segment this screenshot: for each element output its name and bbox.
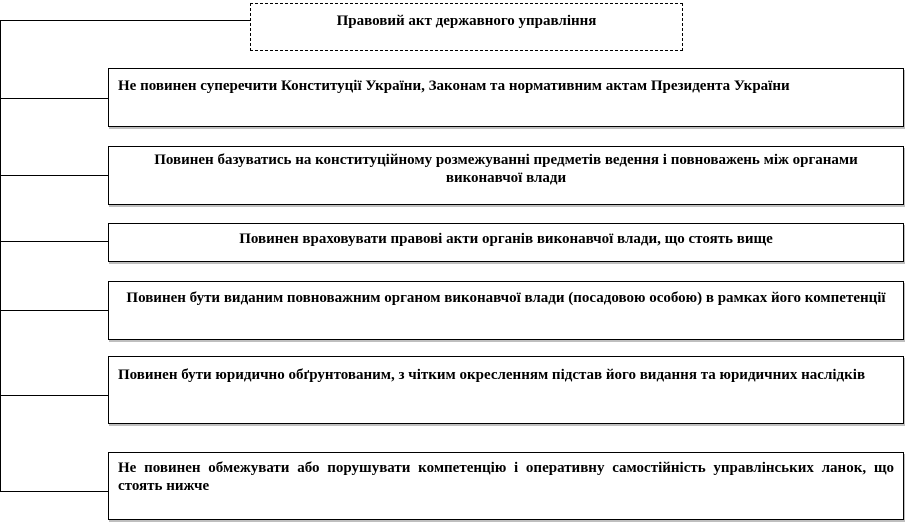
requirement-text-3: Повинен враховувати правові акти органів виконавчої влади, що стоять вище	[239, 231, 773, 247]
requirement-text-5: Повинен бути юридично обґрунтованим, з чітким окресленням підстав його видання та юридичних наслідків	[118, 367, 866, 383]
requirement-text-4: Повинен бути виданим повноважним органом виконавчої влади (посадовою особою) в рамках його компетенції	[126, 290, 886, 306]
requirement-box-2	[108, 146, 904, 205]
requirement-box-6	[108, 452, 904, 520]
requirement-box-5	[108, 356, 904, 424]
requirement-box-3	[108, 223, 904, 262]
requirement-box-1	[108, 68, 904, 127]
title-text: Правовий акт державного управління	[336, 13, 597, 29]
requirement-text-1: Не повинен суперечити Конституції України, Законам та нормативним актам Президента України	[118, 78, 790, 94]
requirement-box-4	[108, 281, 904, 340]
title-box	[250, 3, 683, 51]
requirement-text-6: Не повинен обмежувати або порушувати компетенцію і оперативну самостійність управлінських ланок, що стоять нижче	[118, 460, 894, 494]
requirement-text-2: Повинен базуватись на конституційному розмежуванні предметів ведення і повноважень між органами виконавчої влади	[154, 152, 858, 186]
